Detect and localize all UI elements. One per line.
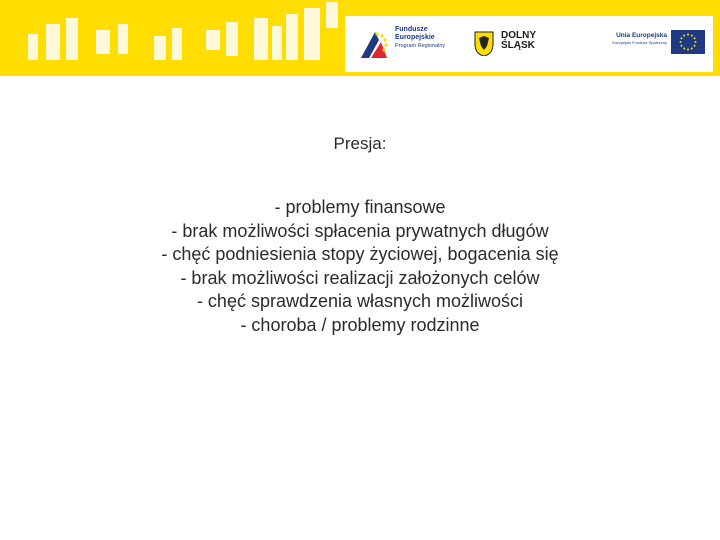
list-item: - brak możliwości realizacji założonych celów xyxy=(180,267,540,288)
decorative-pattern xyxy=(0,0,345,76)
eu-logo xyxy=(583,28,709,60)
list-item: - brak możliwości spłacenia prywatnych długów xyxy=(171,220,549,241)
fundusze-europejskie-logo xyxy=(357,24,455,68)
list-item: - problemy finansowe xyxy=(274,197,446,217)
pressure-list xyxy=(0,196,720,338)
logo-panel xyxy=(345,16,713,72)
dolny-slask-line1: DOLNY xyxy=(501,30,536,41)
eu-line2: Europejski Fundusz Społeczny xyxy=(612,40,667,45)
list-item: - chęć sprawdzenia własnych możliwości xyxy=(196,291,524,312)
list-item: - choroba / problemy rodzinne xyxy=(240,314,480,335)
list-item: - chęć podniesienia stopy życiowej, bogacenia się xyxy=(161,244,559,265)
eagle-crest-icon xyxy=(473,30,495,56)
fundusze-line2: Europejskie xyxy=(395,34,435,41)
dolny-slask-line2: ŚLĄSK xyxy=(501,40,535,51)
slide-heading: Presja: xyxy=(333,134,387,153)
eu-flag-icon xyxy=(671,30,705,54)
fundusze-text xyxy=(395,26,445,50)
dolny-slask-text xyxy=(501,31,536,51)
eu-text xyxy=(589,32,667,46)
dolny-slask-logo xyxy=(473,30,553,60)
fundusze-line3: Program Regionalny xyxy=(395,43,446,49)
fundusze-line1: Fundusze xyxy=(395,26,428,33)
header-banner xyxy=(0,0,720,76)
eu-line1: Unia Europejska xyxy=(616,32,667,39)
fundusze-emblem-icon xyxy=(357,28,391,62)
